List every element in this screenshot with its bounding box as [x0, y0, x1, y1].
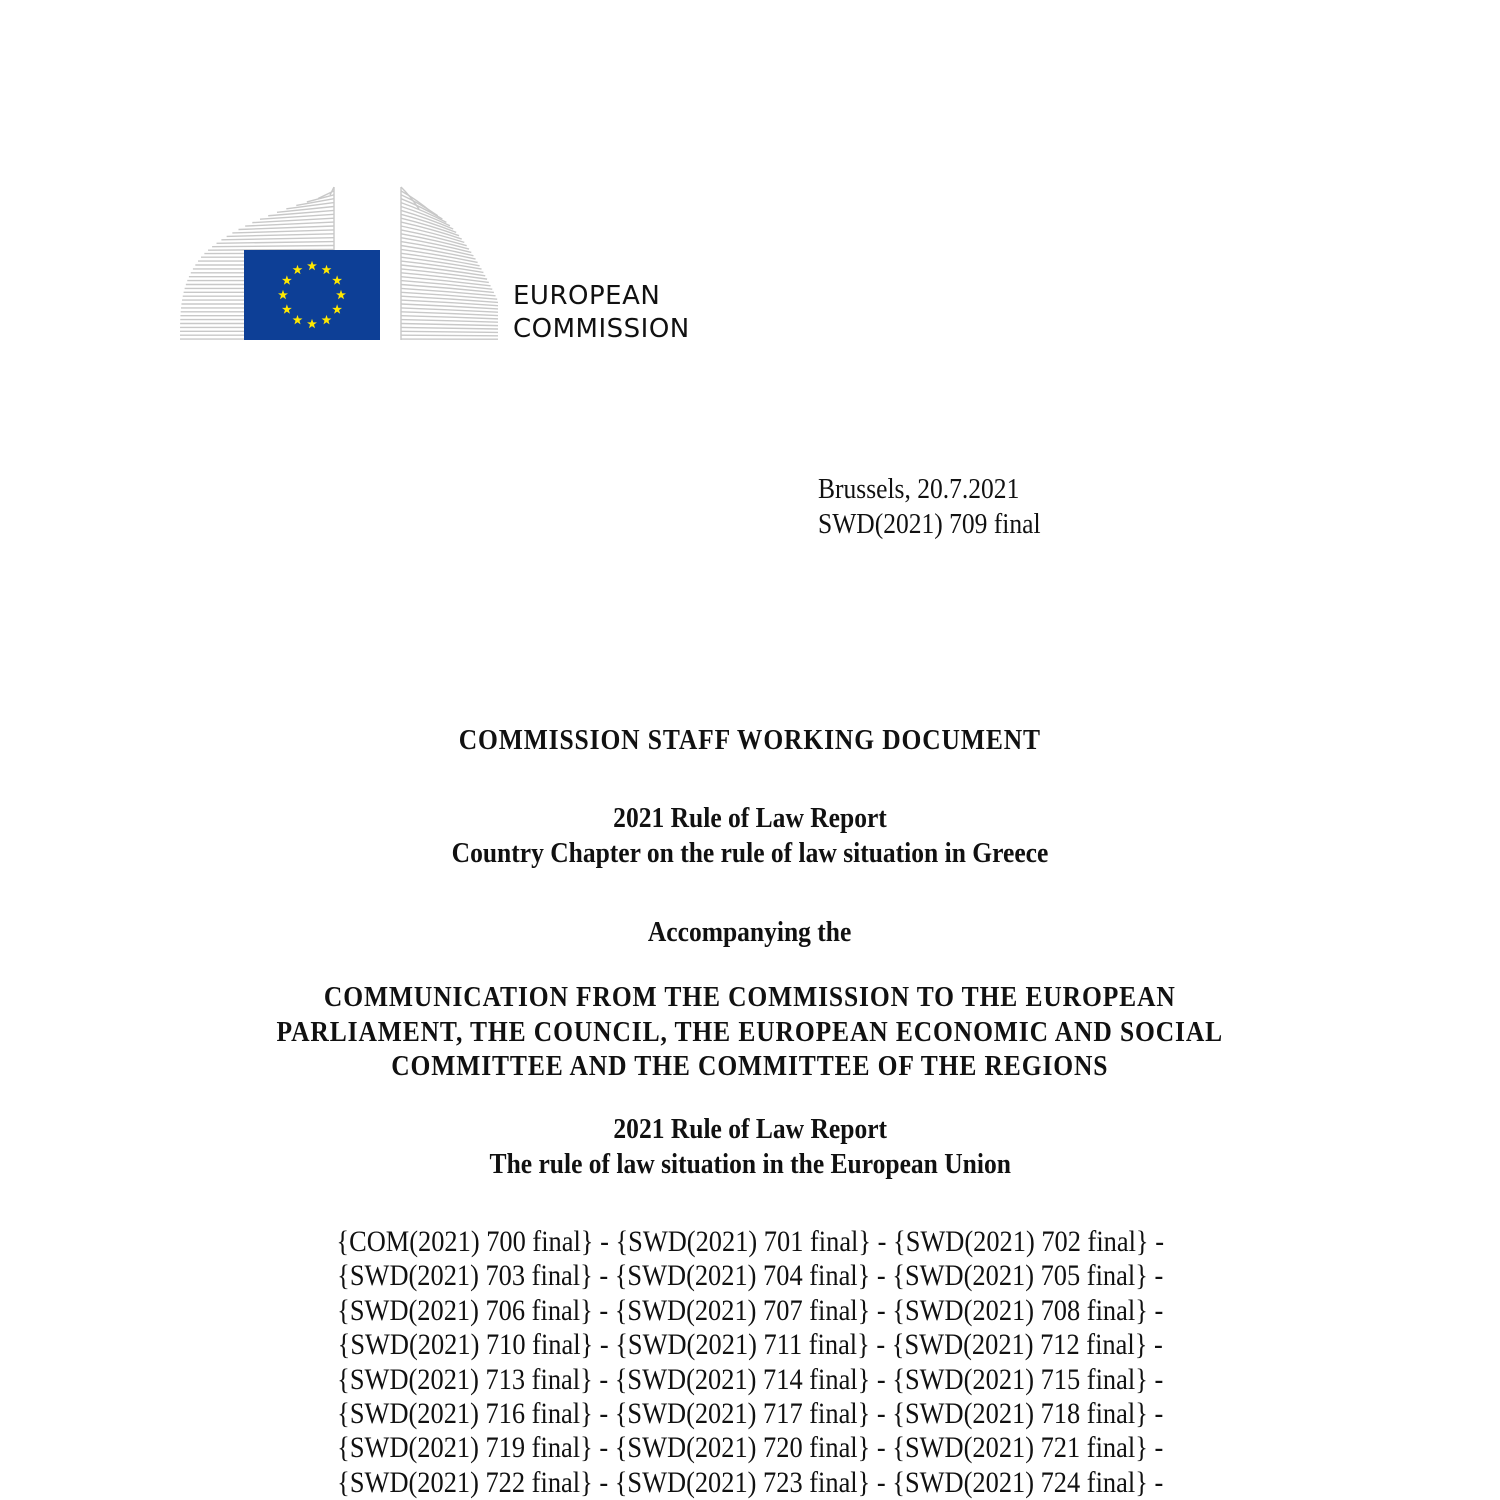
document-type: [0, 722, 1500, 758]
building-line: [401, 320, 498, 323]
european-commission-logo: [178, 183, 498, 343]
organization-name-line2: COMMISSION: [513, 314, 690, 344]
report-subtitle: Country Chapter on the rule of law situation in Greece: [451, 837, 1049, 869]
reference-line: {SWD(2021) 722 final} - {SWD(2021) 723 final} - {SWD(2021) 724 final} -: [336, 1465, 1164, 1499]
building-line: [401, 316, 498, 319]
communication-heading: [0, 980, 1500, 1084]
communication-line: COMMITTEE AND THE COMMITTEE OF THE REGIONS: [391, 1050, 1109, 1082]
building-line: [401, 324, 498, 326]
reference-line: {COM(2021) 700 final} - {SWD(2021) 701 final} - {SWD(2021) 702 final} -: [336, 1225, 1164, 1258]
place-date: Brussels, 20.7.2021: [818, 473, 1020, 505]
accompanying-text: Accompanying the: [648, 916, 852, 948]
building-line: [401, 331, 498, 332]
organization-name: [513, 280, 690, 346]
building-line: [401, 335, 498, 336]
communication-subtitle: The rule of law situation in the European Union: [489, 1148, 1011, 1180]
communication-report-heading: [0, 1112, 1500, 1182]
related-references: [0, 1225, 1500, 1500]
building-line: [217, 242, 334, 244]
communication-line: COMMUNICATION FROM THE COMMISSION TO THE EUROPEAN: [324, 981, 1176, 1013]
document-reference: SWD(2021) 709 final: [818, 508, 1041, 540]
reference-line: {SWD(2021) 719 final} - {SWD(2021) 720 final} - {SWD(2021) 721 final} -: [336, 1431, 1164, 1465]
building-line: [239, 226, 334, 230]
building-line: [221, 238, 334, 240]
building-line: [232, 230, 334, 233]
reference-line: {SWD(2021) 716 final} - {SWD(2021) 717 final} - {SWD(2021) 718 final} -: [336, 1397, 1164, 1431]
building-right-graphic: [401, 187, 498, 340]
document-meta: [818, 472, 1041, 542]
communication-line: PARLIAMENT, THE COUNCIL, THE EUROPEAN ECONOMIC AND SOCIAL: [276, 1015, 1224, 1048]
building-line: [227, 234, 334, 237]
report-heading: [0, 801, 1500, 871]
reference-line: {SWD(2021) 703 final} - {SWD(2021) 704 final} - {SWD(2021) 705 final} -: [336, 1259, 1164, 1293]
building-line: [401, 312, 498, 316]
building-line: [212, 246, 334, 247]
accompanying-label: [0, 915, 1500, 950]
reference-line: {SWD(2021) 706 final} - {SWD(2021) 707 final} - {SWD(2021) 708 final} -: [336, 1293, 1164, 1327]
communication-title: 2021 Rule of Law Report: [613, 1113, 887, 1145]
report-title: 2021 Rule of Law Report: [613, 802, 887, 834]
building-line: [401, 296, 498, 302]
organization-name-line1: EUROPEAN: [513, 281, 661, 311]
building-line: [401, 327, 498, 329]
reference-line: {SWD(2021) 713 final} - {SWD(2021) 714 final} - {SWD(2021) 715 final} -: [336, 1362, 1164, 1396]
document-type-text: COMMISSION STAFF WORKING DOCUMENT: [458, 724, 1042, 756]
building-line: [401, 242, 473, 256]
reference-line: {SWD(2021) 710 final} - {SWD(2021) 711 final} - {SWD(2021) 712 final} -: [337, 1328, 1163, 1362]
building-line: [401, 292, 497, 299]
